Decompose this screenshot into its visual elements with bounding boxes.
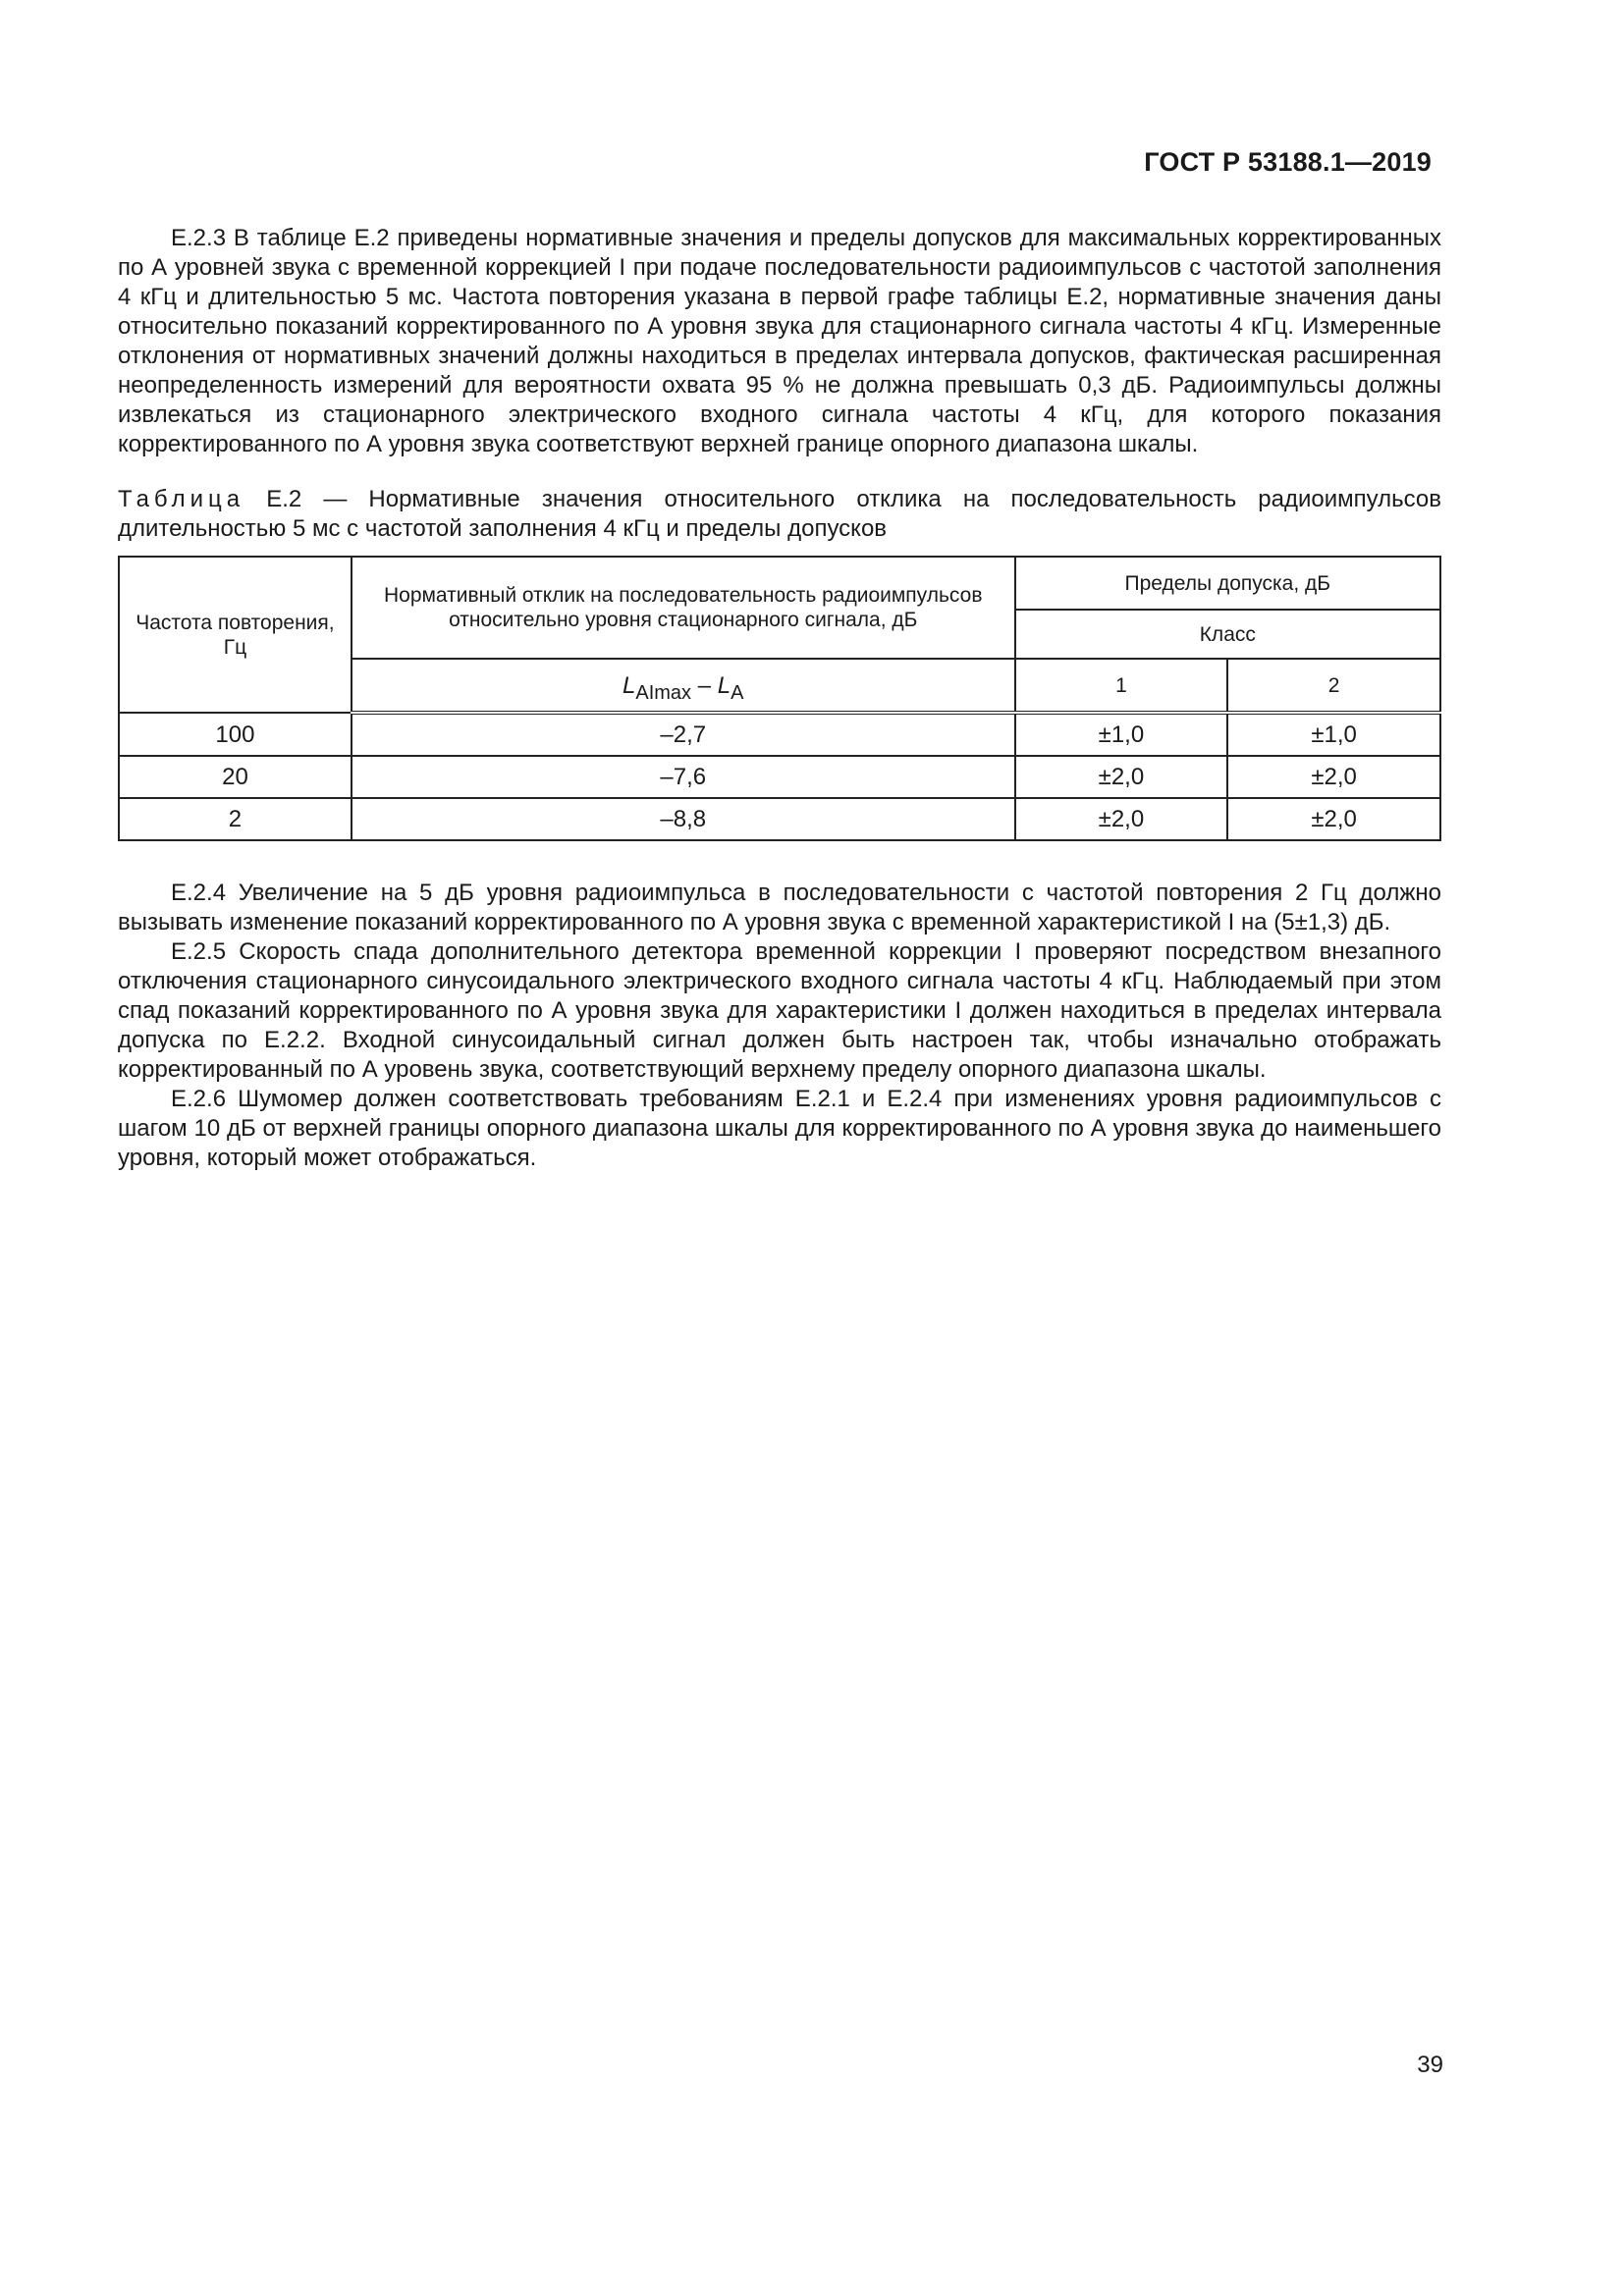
paragraph-e2-6: Е.2.6 Шумомер должен соответствовать требованиям Е.2.1 и Е.2.4 при изменениях уровня радиоимпульсов с шагом 10 дБ от верхней границы опорного диапазона шкалы для корректированного по А уровня звука до наименьшего уровня, который может отображаться. [118,1086,1441,1171]
cell-response: –7,6 [352,756,1015,798]
cell-response: –2,7 [352,713,1015,756]
cell-frequency: 20 [119,756,352,798]
table-e2 [118,556,1441,841]
paragraph-e2-5: Е.2.5 Скорость спада дополнительного детектора временной коррекции I проверяют посредством внезапного отключения стационарного синусоидального электрического входного сигнала частоты 4 кГц. Наблюдаемый при этом спад показаний корректированного по А уровня звука для характеристики I должен находиться в пределах интервала допуска по Е.2.2. Входной синусоидальный сигнал должен быть настроен так, чтобы изначально отображать корректированный по А уровень звука, соответствующий верхнему пределу опорного диапазона шкалы. [118,938,1441,1083]
table-row [119,713,1440,756]
page-number: 39 [1417,2052,1443,2078]
table-row [119,756,1440,798]
paragraph-e2-3: Е.2.3 В таблице Е.2 приведены нормативные значения и пределы допусков для максимальных корректированных по А уровней звука с временной коррекцией I при подаче последовательности радиоимпульсов с частотой заполнения 4 кГц и длительностью 5 мс. Частота повторения указана в первой графе таблицы Е.2, нормативные значения даны относительно показаний корректированного по А уровня звука для стационарного сигнала частоты 4 кГц. Измеренные отклонения от нормативных значений должны находиться в пределах интервала допусков, фактическая расширенная неопределенность измерений для вероятности охвата 95 % не должна превышать 0,3 дБ. Радиоимпульсы должны извлекаться из стационарного электрического входного сигнала частоты 4 кГц, для которого показания корректированного по А уровня звука соответствуют верхней границе опорного диапазона шкалы. [118,225,1441,457]
header-response: Нормативный отклик на последовательность радиоимпульсов относительно уровня стационарного сигнала, дБ [352,557,1015,659]
cell-class-1: ±2,0 [1015,756,1228,798]
header-class-2: 2 [1227,659,1440,713]
table-caption-label: Таблица [118,486,245,512]
cell-frequency: 100 [119,713,352,756]
header-class: Класс [1015,610,1440,659]
header-limits: Пределы допуска, дБ [1015,557,1440,610]
document-header: ГОСТ Р 53188.1—2019 [1144,147,1432,177]
cell-class-2: ±2,0 [1227,756,1440,798]
cell-class-2: ±1,0 [1227,713,1440,756]
cell-response: –8,8 [352,798,1015,840]
cell-class-2: ±2,0 [1227,798,1440,840]
table-caption-text: Е.2 — Нормативные значения относительного отклика на последовательность радиоимпульсов длительностью 5 мс с частотой заполнения 4 кГц и пределы допусков [118,486,1441,542]
header-formula: $L_{AImax} - L_A$ [352,659,1015,713]
page-content [118,224,1441,1173]
table-caption [118,485,1441,544]
cell-frequency: 2 [119,798,352,840]
header-class-1: 1 [1015,659,1228,713]
header-frequency: Частота повторения, Гц [119,557,352,713]
cell-class-1: ±1,0 [1015,713,1228,756]
cell-class-1: ±2,0 [1015,798,1228,840]
table-row [119,798,1440,840]
paragraph-e2-4: Е.2.4 Увеличение на 5 дБ уровня радиоимпульса в последовательности с частотой повторения 2 Гц должно вызывать изменение показаний корректированного по А уровня звука с временной характеристикой I на (5±1,3) дБ. [118,880,1441,935]
